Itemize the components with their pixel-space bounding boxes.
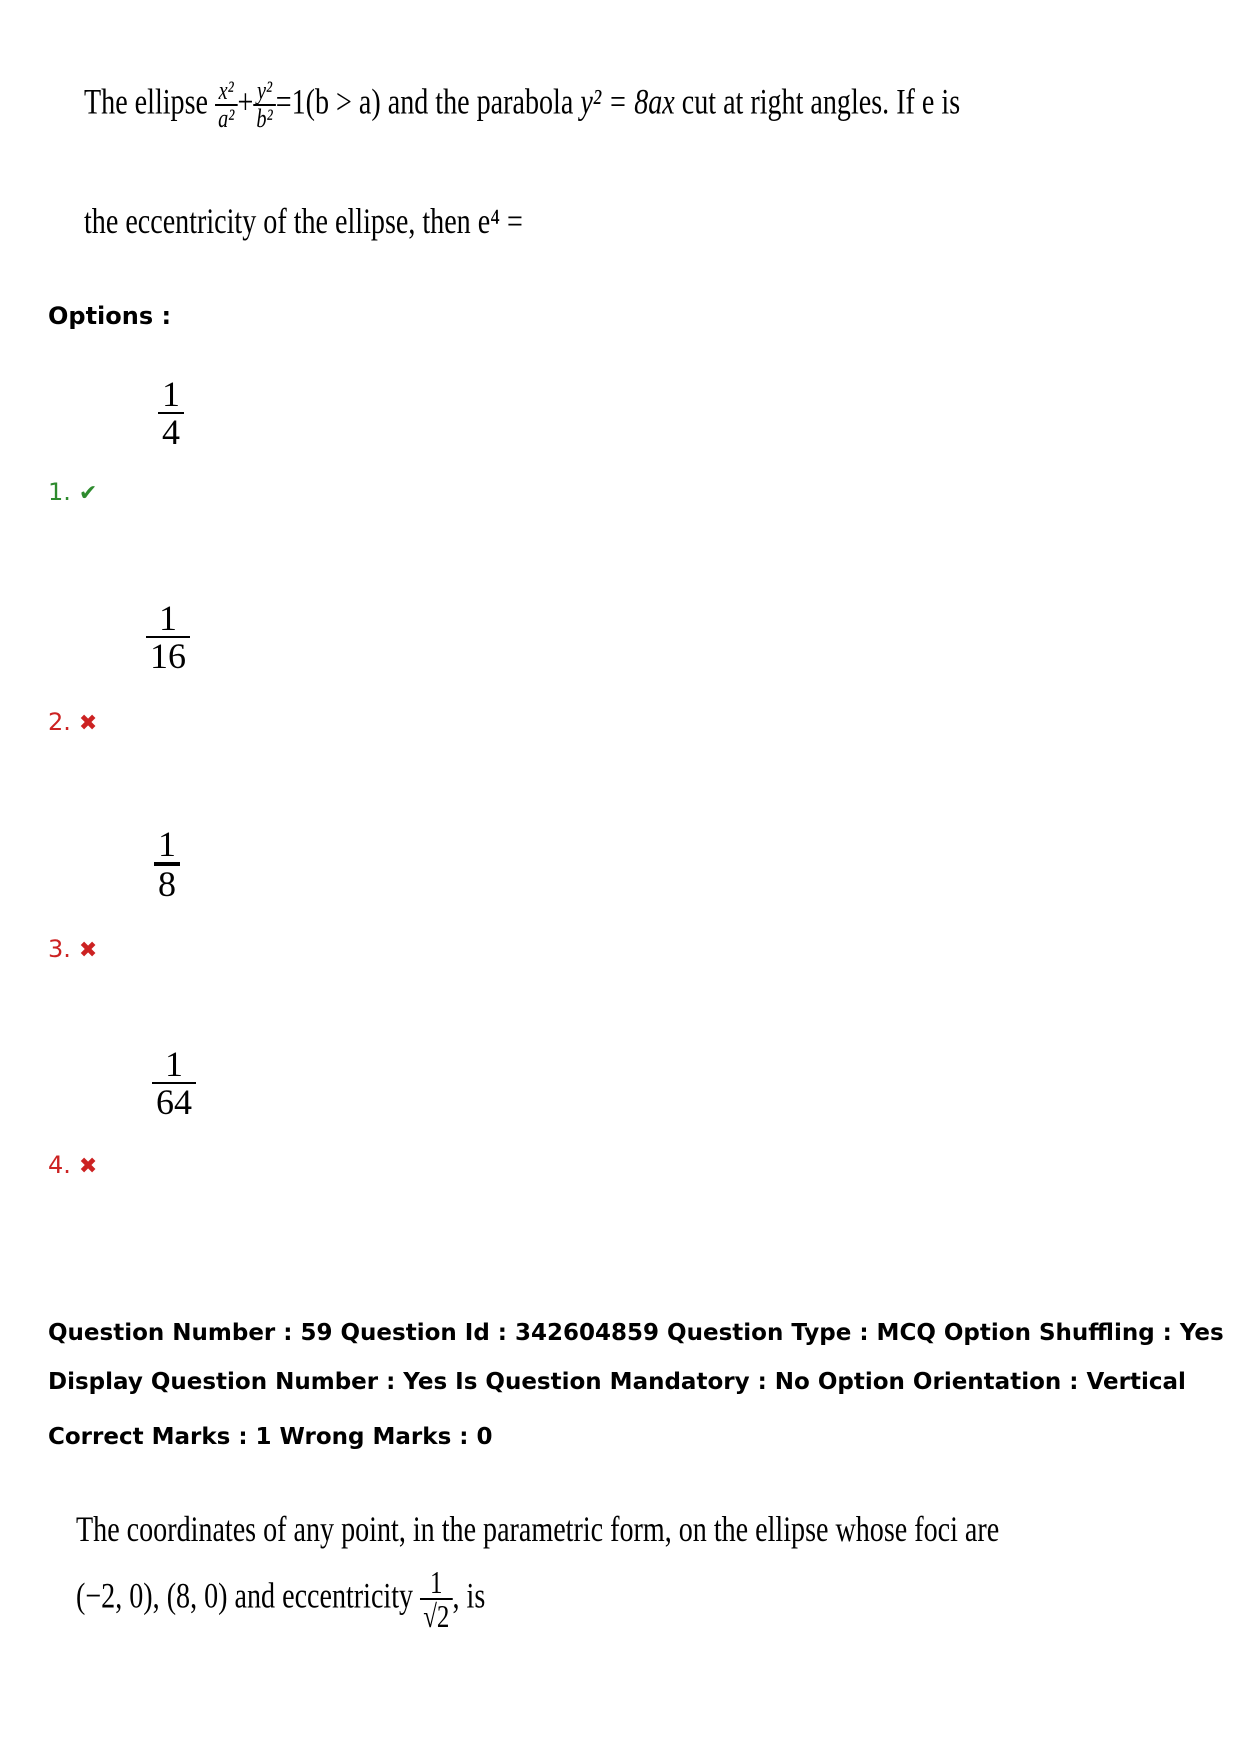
fraction-1-sqrt2: $\frac{1}{√2}$ (420, 1566, 452, 1632)
question-meta-line-1: Question Number : 59 Question Id : 342604859 Question Type : MCQ Option Shuffling : Yes (48, 1320, 1224, 1346)
fraction-x2-a2: $\frac{\text{x²}}{\text{a²}}$ (215, 78, 237, 132)
option-4[interactable]: 4. ✖ (48, 1151, 98, 1179)
cross-icon: ✖ (78, 1154, 98, 1179)
option-3[interactable]: 3. ✖ (48, 935, 98, 963)
question-1-line-2: the eccentricity of the ellipse, then e⁴ = (84, 201, 523, 241)
question-meta-line-3: Correct Marks : 1 Wrong Marks : 0 (48, 1424, 493, 1450)
option-2-value: 1 16 (146, 600, 190, 674)
parabola-equation: y² = 8ax (580, 81, 675, 122)
question-1-line-1: The ellipse $\frac{\text{x²}}{\text{a²}}$ + $\frac{\text{y²}}{\text{b²}}$ =1(b > a) and the parabola y² = 8ax cut at right angles. If e is (84, 76, 961, 133)
option-1[interactable]: 1. ✔ (48, 478, 98, 506)
question-2-line-2: (−2, 0), (8, 0) and eccentricity $\frac{1}{√2}$ , is (76, 1564, 486, 1634)
option-3-value: 1 8 (154, 826, 180, 902)
question-meta-line-2: Display Question Number : Yes Is Question Mandatory : No Option Orientation : Vertical (48, 1369, 1186, 1395)
question-2-line-1: The coordinates of any point, in the parametric form, on the ellipse whose foci are (76, 1509, 1000, 1549)
option-4-value: 1 64 (152, 1046, 196, 1120)
options-label: Options : (48, 302, 172, 330)
fraction-y2-b2: $\frac{\text{y²}}{\text{b²}}$ (253, 78, 275, 132)
cross-icon: ✖ (78, 938, 98, 963)
ellipse-equation-rhs: =1(b > a) (275, 81, 381, 122)
option-1-value: 1 4 (158, 376, 184, 450)
check-icon: ✔ (78, 481, 98, 506)
q1-text-prefix: The ellipse (84, 81, 208, 122)
option-2[interactable]: 2. ✖ (48, 708, 98, 736)
cross-icon: ✖ (78, 711, 98, 736)
